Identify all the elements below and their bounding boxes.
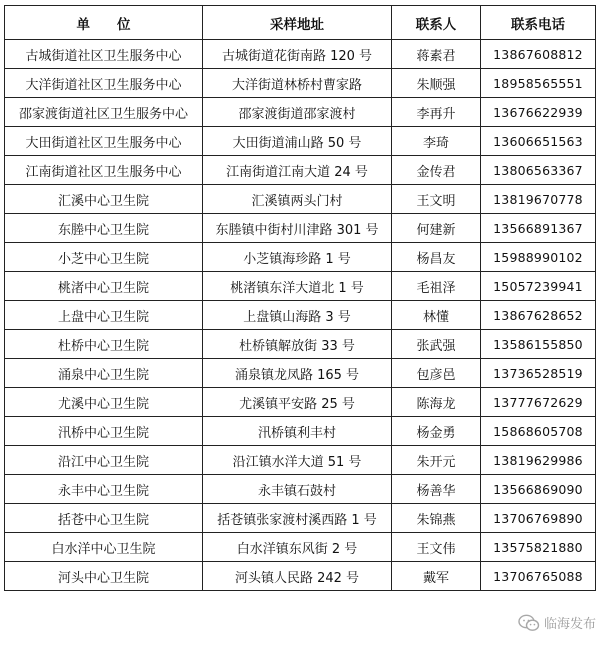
table-row [5, 185, 596, 214]
table-row [5, 243, 596, 272]
cell-unit: 涌泉中心卫生院 [5, 359, 203, 388]
table-body [5, 40, 596, 591]
cell-phone: 13806563367 [481, 156, 596, 185]
table-row [5, 562, 596, 591]
cell-address: 河头镇人民路 242 号 [203, 562, 392, 591]
cell-phone: 13736528519 [481, 359, 596, 388]
cell-phone: 13676622939 [481, 98, 596, 127]
table-row [5, 475, 596, 504]
header-address: 采样地址 [203, 6, 392, 40]
cell-phone: 13566891367 [481, 214, 596, 243]
table-row [5, 388, 596, 417]
cell-phone: 13867628652 [481, 301, 596, 330]
cell-phone: 18958565551 [481, 69, 596, 98]
watermark [518, 613, 596, 632]
cell-unit: 大田街道社区卫生服务中心 [5, 127, 203, 156]
cell-address: 白水洋镇东风街 2 号 [203, 533, 392, 562]
table-row [5, 504, 596, 533]
cell-address: 桃渚镇东洋大道北 1 号 [203, 272, 392, 301]
cell-address: 上盘镇山海路 3 号 [203, 301, 392, 330]
sampling-sites-table [4, 5, 596, 591]
watermark-text: 临海发布 [543, 617, 596, 632]
cell-address: 小芝镇海珍路 1 号 [203, 243, 392, 272]
cell-phone: 15868605708 [481, 417, 596, 446]
cell-contact: 杨金勇 [392, 417, 481, 446]
cell-contact: 毛祖泽 [392, 272, 481, 301]
table-row [5, 301, 596, 330]
cell-unit: 邵家渡街道社区卫生服务中心 [5, 98, 203, 127]
cell-contact: 朱开元 [392, 446, 481, 475]
cell-unit: 东塍中心卫生院 [5, 214, 203, 243]
cell-unit: 江南街道社区卫生服务中心 [5, 156, 203, 185]
cell-address: 古城街道花街南路 120 号 [203, 40, 392, 69]
cell-contact: 张武强 [392, 330, 481, 359]
cell-contact: 朱锦燕 [392, 504, 481, 533]
cell-contact: 何建新 [392, 214, 481, 243]
cell-unit: 古城街道社区卫生服务中心 [5, 40, 203, 69]
cell-unit: 永丰中心卫生院 [5, 475, 203, 504]
cell-address: 永丰镇石鼓村 [203, 475, 392, 504]
cell-address: 涌泉镇龙凤路 165 号 [203, 359, 392, 388]
cell-contact: 李琦 [392, 127, 481, 156]
cell-contact: 蒋素君 [392, 40, 481, 69]
table-row [5, 359, 596, 388]
table-row [5, 156, 596, 185]
cell-contact: 王文明 [392, 185, 481, 214]
cell-contact: 朱顺强 [392, 69, 481, 98]
table-row [5, 417, 596, 446]
table-row [5, 40, 596, 69]
cell-unit: 尤溪中心卫生院 [5, 388, 203, 417]
cell-contact: 杨昌友 [392, 243, 481, 272]
cell-contact: 王文伟 [392, 533, 481, 562]
cell-address: 沿江镇水洋大道 51 号 [203, 446, 392, 475]
cell-phone: 13586155850 [481, 330, 596, 359]
cell-unit: 括苍中心卫生院 [5, 504, 203, 533]
cell-phone: 15057239941 [481, 272, 596, 301]
cell-contact: 包彦邑 [392, 359, 481, 388]
table-row [5, 127, 596, 156]
cell-phone: 13606651563 [481, 127, 596, 156]
cell-unit: 汇溪中心卫生院 [5, 185, 203, 214]
cell-address: 江南街道江南大道 24 号 [203, 156, 392, 185]
table-row [5, 446, 596, 475]
cell-unit: 小芝中心卫生院 [5, 243, 203, 272]
cell-address: 大洋街道林桥村曹家路 [203, 69, 392, 98]
cell-phone: 13575821880 [481, 533, 596, 562]
cell-phone: 13566869090 [481, 475, 596, 504]
cell-phone: 13706765088 [481, 562, 596, 591]
cell-unit: 杜桥中心卫生院 [5, 330, 203, 359]
cell-unit: 汛桥中心卫生院 [5, 417, 203, 446]
cell-phone: 13777672629 [481, 388, 596, 417]
table-row [5, 330, 596, 359]
cell-unit: 白水洋中心卫生院 [5, 533, 203, 562]
cell-address: 东塍镇中街村川津路 301 号 [203, 214, 392, 243]
cell-phone: 13819670778 [481, 185, 596, 214]
cell-address: 汇溪镇两头门村 [203, 185, 392, 214]
header-phone: 联系电话 [481, 6, 596, 40]
table-row [5, 214, 596, 243]
table-row [5, 272, 596, 301]
cell-contact: 杨善华 [392, 475, 481, 504]
cell-unit: 大洋街道社区卫生服务中心 [5, 69, 203, 98]
cell-phone: 13706769890 [481, 504, 596, 533]
cell-phone: 15988990102 [481, 243, 596, 272]
cell-unit: 河头中心卫生院 [5, 562, 203, 591]
cell-contact: 金传君 [392, 156, 481, 185]
cell-contact: 陈海龙 [392, 388, 481, 417]
cell-address: 汛桥镇利丰村 [203, 417, 392, 446]
cell-address: 尤溪镇平安路 25 号 [203, 388, 392, 417]
header-unit: 单 位 [5, 6, 203, 40]
cell-unit: 上盘中心卫生院 [5, 301, 203, 330]
table-row [5, 98, 596, 127]
cell-phone: 13819629986 [481, 446, 596, 475]
table-row [5, 69, 596, 98]
cell-phone: 13867608812 [481, 40, 596, 69]
cell-contact: 戴军 [392, 562, 481, 591]
cell-contact: 林懂 [392, 301, 481, 330]
header-contact: 联系人 [392, 6, 481, 40]
cell-address: 大田街道浦山路 50 号 [203, 127, 392, 156]
cell-unit: 桃渚中心卫生院 [5, 272, 203, 301]
cell-address: 括苍镇张家渡村溪西路 1 号 [203, 504, 392, 533]
cell-contact: 李再升 [392, 98, 481, 127]
table-header-row [5, 6, 596, 40]
cell-address: 杜桥镇解放街 33 号 [203, 330, 392, 359]
cell-unit: 沿江中心卫生院 [5, 446, 203, 475]
table-row [5, 533, 596, 562]
cell-address: 邵家渡街道邵家渡村 [203, 98, 392, 127]
wechat-icon [518, 614, 540, 632]
